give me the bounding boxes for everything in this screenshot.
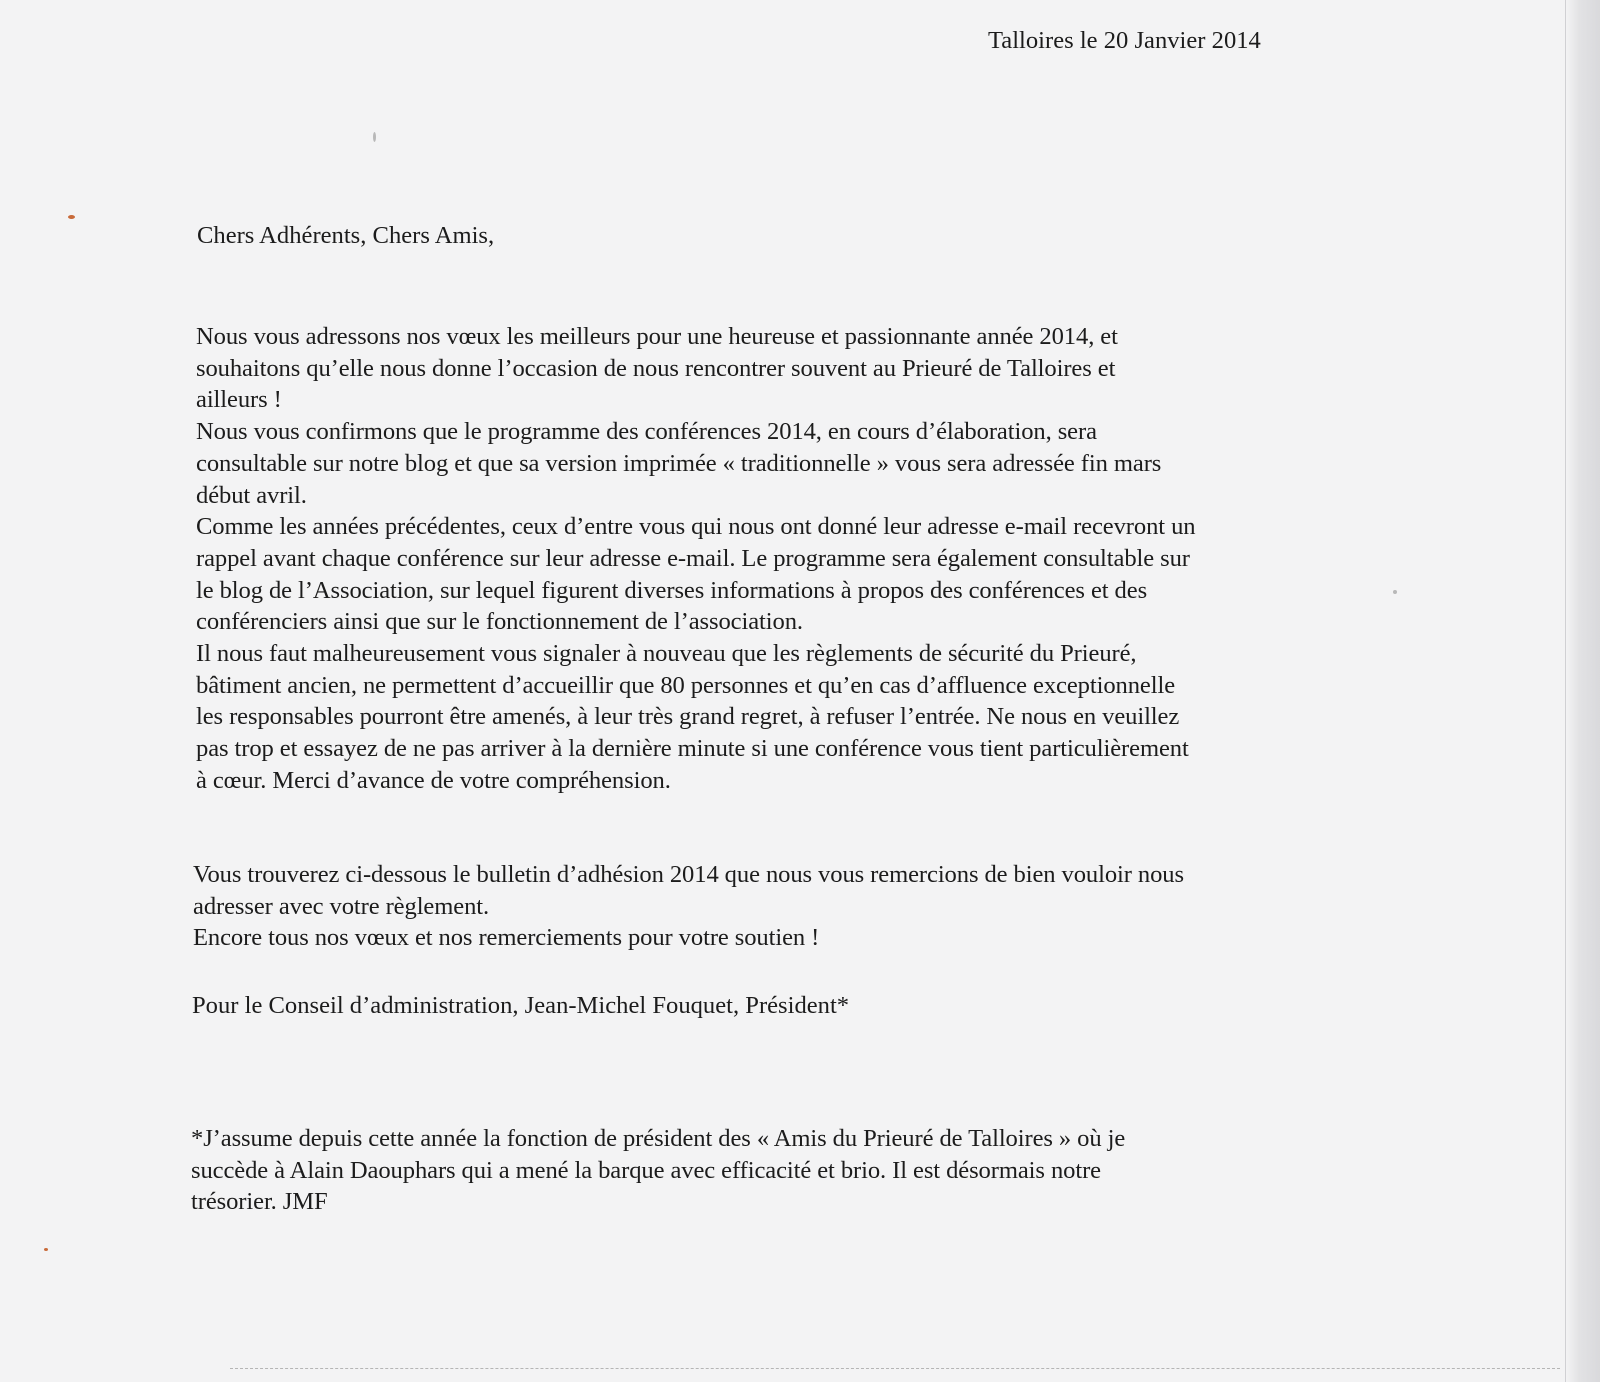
body-line: à cœur. Merci d’avance de votre compréhension. bbox=[196, 766, 671, 794]
body-line: Nous vous adressons nos vœux les meilleurs pour une heureuse et passionnante année 2014, et bbox=[196, 323, 1118, 350]
scan-speck bbox=[68, 215, 75, 219]
body-line: adresser avec votre règlement. bbox=[193, 892, 490, 920]
body-line: rappel avant chaque conférence sur leur adresse e-mail. Le programme sera également consultable sur bbox=[196, 544, 1190, 572]
body-line: ailleurs ! bbox=[196, 386, 282, 414]
body-line: Vous trouverez ci-dessous le bulletin d’adhésion 2014 que nous vous remercions de bien vouloir nous bbox=[193, 861, 1184, 888]
letter-signature: Pour le Conseil d’administration, Jean-Michel Fouquet, Président* bbox=[192, 992, 850, 1019]
body-line: bâtiment ancien, ne permettent d’accueillir que 80 personnes et qu’en cas d’affluence exceptionnelle bbox=[196, 671, 1176, 699]
body-line: consultable sur notre blog et que sa version imprimée « traditionnelle » vous sera adressée fin mars bbox=[196, 449, 1162, 477]
letter-body-paragraph-2 bbox=[193, 859, 1184, 954]
body-line: conférenciers ainsi que sur le fonctionnement de l’association. bbox=[196, 608, 803, 636]
footnote-line: succède à Alain Daouphars qui a mené la barque avec efficacité et brio. Il est désormais notre bbox=[191, 1156, 1101, 1184]
footnote-line: *J’assume depuis cette année la fonction de président des « Amis du Prieuré de Talloires » où je bbox=[191, 1125, 1126, 1152]
footnote-line: trésorier. JMF bbox=[191, 1188, 328, 1216]
scan-edge-line bbox=[230, 1368, 1560, 1369]
letter-date: Talloires le 20 Janvier 2014 bbox=[988, 27, 1261, 54]
letter-body-paragraph-1 bbox=[196, 321, 1195, 797]
body-line: les responsables pourront être amenés, à leur très grand regret, à refuser l’entrée. Ne nous en veuillez bbox=[196, 703, 1180, 731]
scan-speck bbox=[44, 1248, 48, 1251]
body-line: pas trop et essayez de ne pas arriver à la dernière minute si une conférence vous tient particulièrement bbox=[196, 735, 1189, 763]
letter-salutation: Chers Adhérents, Chers Amis, bbox=[197, 222, 495, 249]
body-line: Nous vous confirmons que le programme des conférences 2014, en cours d’élaboration, sera bbox=[196, 418, 1097, 446]
scan-speck bbox=[1393, 590, 1397, 594]
body-line: Encore tous nos vœux et nos remerciements pour votre soutien ! bbox=[193, 924, 820, 952]
body-line: Comme les années précédentes, ceux d’entre vous qui nous ont donné leur adresse e-mail recevront un bbox=[196, 513, 1196, 541]
scan-speck bbox=[373, 132, 376, 142]
body-line: le blog de l’Association, sur lequel figurent diverses informations à propos des conférences et des bbox=[196, 576, 1148, 604]
body-line: souhaitons qu’elle nous donne l’occasion de nous rencontrer souvent au Prieuré de Talloires et bbox=[196, 354, 1116, 382]
paper-edge bbox=[1565, 0, 1600, 1382]
letter-footnote bbox=[191, 1123, 1125, 1218]
body-line: Il nous faut malheureusement vous signaler à nouveau que les règlements de sécurité du Prieuré, bbox=[196, 640, 1137, 668]
body-line: début avril. bbox=[196, 481, 307, 509]
